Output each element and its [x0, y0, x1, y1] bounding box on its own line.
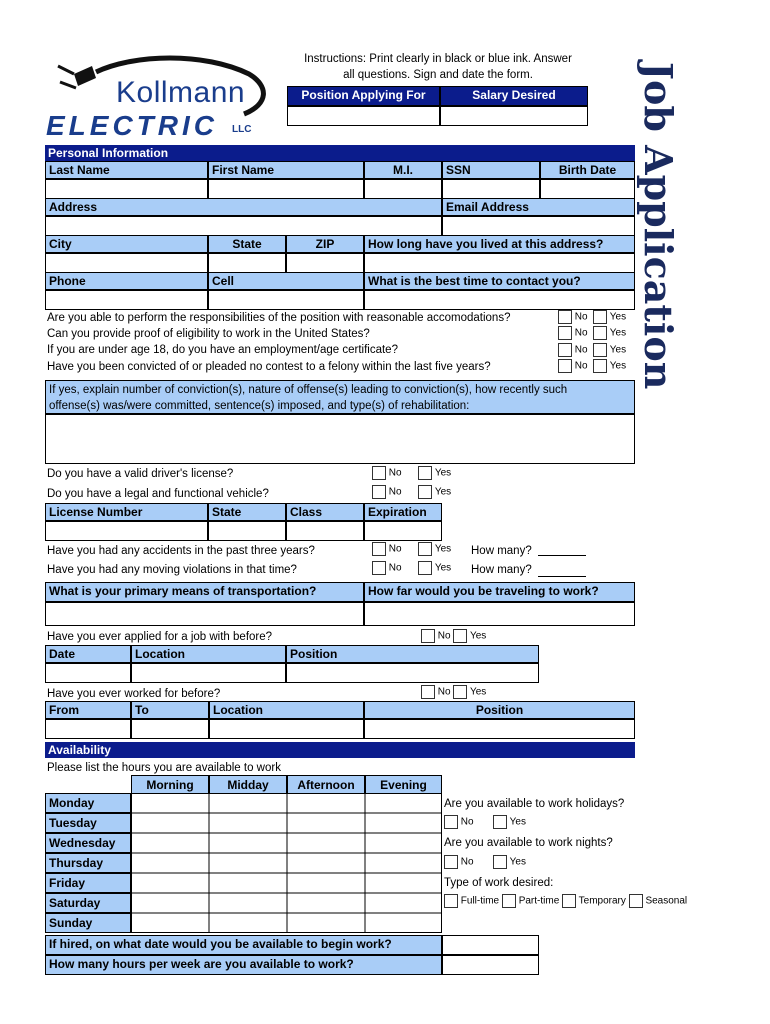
applied-date-label: Date [45, 645, 131, 663]
violations-count-field[interactable] [538, 563, 586, 577]
schedule-grid-lines [131, 793, 442, 933]
day-thursday: Thursday [45, 853, 131, 873]
yes-checkbox[interactable] [593, 326, 607, 340]
yes-label: Yes [609, 360, 627, 372]
last-name-label: Last Name [45, 161, 208, 179]
zip-field[interactable] [286, 253, 364, 273]
worked-to-field[interactable] [131, 719, 209, 739]
city-label: City [45, 235, 208, 253]
no-label: No [460, 816, 474, 828]
question-eligibility: Can you provide proof of eligibility to work in the United States? [47, 328, 370, 340]
parttime-checkbox[interactable] [502, 894, 516, 908]
no-checkbox[interactable] [372, 561, 386, 575]
yes-checkbox[interactable] [493, 815, 507, 829]
state-field[interactable] [208, 253, 286, 273]
answer-group [558, 326, 626, 340]
yes-label: Yes [469, 686, 487, 698]
applied-date-field[interactable] [45, 663, 131, 683]
license-class-label: Class [286, 503, 364, 521]
how-long-field[interactable] [364, 253, 635, 273]
state-label: State [208, 235, 286, 253]
begin-date-field[interactable] [442, 935, 539, 955]
yes-checkbox[interactable] [453, 629, 467, 643]
answer-group [372, 485, 451, 499]
no-label: No [460, 856, 474, 868]
hours-per-week-label: How many hours per week are you available to work? [45, 955, 442, 975]
page-title: Job Application [636, 62, 681, 390]
no-label: No [437, 686, 451, 698]
ssn-field[interactable] [442, 179, 540, 199]
license-number-field[interactable] [45, 521, 208, 541]
day-tuesday: Tuesday [45, 813, 131, 833]
yes-checkbox[interactable] [453, 685, 467, 699]
answer-group [372, 542, 451, 556]
mi-field[interactable] [364, 179, 442, 199]
transportation-label: What is your primary means of transportation? [45, 582, 364, 602]
answer-group [372, 561, 451, 575]
accidents-count-field[interactable] [538, 542, 586, 556]
no-label: No [388, 562, 402, 574]
yes-checkbox[interactable] [593, 359, 607, 373]
license-expiration-label: Expiration [364, 503, 442, 521]
worked-position-label: Position [364, 701, 635, 719]
address-label: Address [45, 198, 442, 216]
no-checkbox[interactable] [421, 685, 435, 699]
no-label: No [574, 327, 588, 339]
begin-date-label: If hired, on what date would you be available to begin work? [45, 935, 442, 955]
yes-label: Yes [609, 311, 627, 323]
applied-position-label: Position [286, 645, 539, 663]
felony-explain-field[interactable] [45, 414, 635, 464]
day-sunday: Sunday [45, 913, 131, 933]
no-checkbox[interactable] [372, 466, 386, 480]
instructions-line2: all questions. Sign and date the form. [343, 69, 533, 81]
answer-group [372, 466, 451, 480]
position-applying-label: Position Applying For [287, 86, 440, 106]
yes-checkbox[interactable] [593, 343, 607, 357]
license-question: Do you have a valid driver's license? [47, 468, 234, 480]
phone-field[interactable] [45, 290, 208, 310]
question-felony: Have you been convicted of or pleaded no contest to a felony within the last five years? [47, 361, 491, 373]
no-label: No [437, 630, 451, 642]
schedule-grid [131, 793, 442, 933]
felony-explain-label: If yes, explain number of conviction(s), nature of offense(s) leading to conviction(s), how recently such offense(s) was/were committed, sentence(s) imposed, and type(s) of rehabilitation: [45, 380, 635, 414]
answer-group [558, 343, 626, 357]
company-name-2: ELECTRIC [46, 110, 218, 141]
applied-position-field[interactable] [286, 663, 539, 683]
city-field[interactable] [45, 253, 208, 273]
worked-position-field[interactable] [364, 719, 635, 739]
email-field[interactable] [442, 216, 635, 236]
no-label: No [388, 486, 402, 498]
salary-desired-field[interactable] [440, 106, 588, 126]
no-label: No [574, 360, 588, 372]
applied-location-field[interactable] [131, 663, 286, 683]
phone-label: Phone [45, 272, 208, 290]
applied-location-label: Location [131, 645, 286, 663]
mi-label: M.I. [364, 161, 442, 179]
answer-group [558, 310, 626, 324]
no-checkbox[interactable] [372, 485, 386, 499]
temporary-label: Temporary [578, 895, 626, 907]
hours-per-week-field[interactable] [442, 955, 539, 975]
best-time-field[interactable] [364, 290, 635, 310]
salary-desired-label: Salary Desired [440, 86, 588, 106]
yes-label: Yes [434, 467, 452, 479]
worked-from-field[interactable] [45, 719, 131, 739]
answer-group [421, 685, 486, 699]
parttime-label: Part-time [518, 895, 560, 907]
yes-checkbox[interactable] [418, 561, 432, 575]
best-time-label: What is the best time to contact you? [364, 272, 635, 290]
ssn-label: SSN [442, 161, 540, 179]
no-checkbox[interactable] [558, 359, 572, 373]
yes-label: Yes [509, 816, 526, 828]
zip-label: ZIP [286, 235, 364, 253]
address-field[interactable] [45, 216, 442, 236]
no-label: No [388, 467, 402, 479]
yes-label: Yes [469, 630, 487, 642]
cell-field[interactable] [208, 290, 364, 310]
day-saturday: Saturday [45, 893, 131, 913]
availability-instruction: Please list the hours you are available to work [47, 762, 281, 774]
violations-question: Have you had any moving violations in that time? [47, 564, 297, 576]
yes-label: Yes [609, 327, 627, 339]
no-checkbox[interactable] [558, 326, 572, 340]
company-name: Kollmann [116, 76, 246, 109]
no-checkbox[interactable] [444, 815, 458, 829]
license-expiration-field[interactable] [364, 521, 442, 541]
seasonal-checkbox[interactable] [629, 894, 643, 908]
answer-group [421, 629, 486, 643]
license-state-field[interactable] [208, 521, 286, 541]
license-number-label: License Number [45, 503, 208, 521]
no-label: No [388, 543, 402, 555]
yes-label: Yes [434, 486, 452, 498]
work-type-options [444, 894, 687, 908]
company-logo [44, 44, 274, 144]
temporary-checkbox[interactable] [562, 894, 576, 908]
answer-group [444, 855, 526, 869]
day-monday: Monday [45, 793, 131, 813]
distance-field[interactable] [364, 602, 635, 626]
seasonal-label: Seasonal [645, 895, 688, 907]
col-midday: Midday [209, 775, 287, 795]
work-type-question: Type of work desired: [444, 877, 554, 889]
col-morning: Morning [131, 775, 209, 795]
how-long-label: How long have you lived at this address? [364, 235, 635, 253]
no-checkbox[interactable] [444, 855, 458, 869]
accidents-question: Have you had any accidents in the past three years? [47, 545, 315, 557]
instructions-line1: Instructions: Print clearly in black or blue ink. Answer [304, 53, 572, 65]
transportation-field[interactable] [45, 602, 364, 626]
no-checkbox[interactable] [372, 542, 386, 556]
last-name-field[interactable] [45, 179, 208, 199]
personal-info-header: Personal Information [45, 145, 635, 161]
violations-how-many: How many? [471, 564, 532, 576]
accidents-how-many: How many? [471, 545, 532, 557]
email-label: Email Address [442, 198, 635, 216]
worked-before-question: Have you ever worked for before? [47, 688, 221, 700]
yes-label: Yes [509, 856, 526, 868]
holidays-question: Are you available to work holidays? [444, 798, 625, 810]
worked-location-label: Location [209, 701, 364, 719]
license-class-field[interactable] [286, 521, 364, 541]
worked-to-label: To [131, 701, 209, 719]
position-applying-field[interactable] [287, 106, 440, 126]
vehicle-question: Do you have a legal and functional vehicle? [47, 488, 269, 500]
fulltime-checkbox[interactable] [444, 894, 458, 908]
answer-group [444, 815, 526, 829]
yes-label: Yes [434, 543, 452, 555]
yes-checkbox[interactable] [418, 485, 432, 499]
yes-checkbox[interactable] [418, 466, 432, 480]
worked-location-field[interactable] [209, 719, 364, 739]
answer-group [558, 359, 626, 373]
fulltime-label: Full-time [460, 895, 500, 907]
yes-label: Yes [434, 562, 452, 574]
question-age-certificate: If you are under age 18, do you have an employment/age certificate? [47, 344, 398, 356]
nights-question: Are you available to work nights? [444, 837, 613, 849]
yes-checkbox[interactable] [593, 310, 607, 324]
birth-date-field[interactable] [540, 179, 635, 199]
distance-label: How far would you be traveling to work? [364, 582, 635, 602]
first-name-label: First Name [208, 161, 364, 179]
yes-label: Yes [609, 344, 627, 356]
day-wednesday: Wednesday [45, 833, 131, 853]
company-suffix: LLC [232, 124, 252, 135]
yes-checkbox[interactable] [493, 855, 507, 869]
availability-header: Availability [45, 742, 635, 758]
birth-date-label: Birth Date [540, 161, 635, 179]
yes-checkbox[interactable] [418, 542, 432, 556]
no-checkbox[interactable] [421, 629, 435, 643]
license-state-label: State [208, 503, 286, 521]
worked-from-label: From [45, 701, 131, 719]
no-checkbox[interactable] [558, 310, 572, 324]
day-friday: Friday [45, 873, 131, 893]
applied-before-question: Have you ever applied for a job with before? [47, 631, 273, 643]
question-accommodations: Are you able to perform the responsibilities of the position with reasonable accomodations? [47, 312, 511, 324]
col-evening: Evening [365, 775, 442, 795]
no-label: No [574, 344, 588, 356]
no-label: No [574, 311, 588, 323]
col-afternoon: Afternoon [287, 775, 365, 795]
no-checkbox[interactable] [558, 343, 572, 357]
first-name-field[interactable] [208, 179, 364, 199]
cell-label: Cell [208, 272, 364, 290]
